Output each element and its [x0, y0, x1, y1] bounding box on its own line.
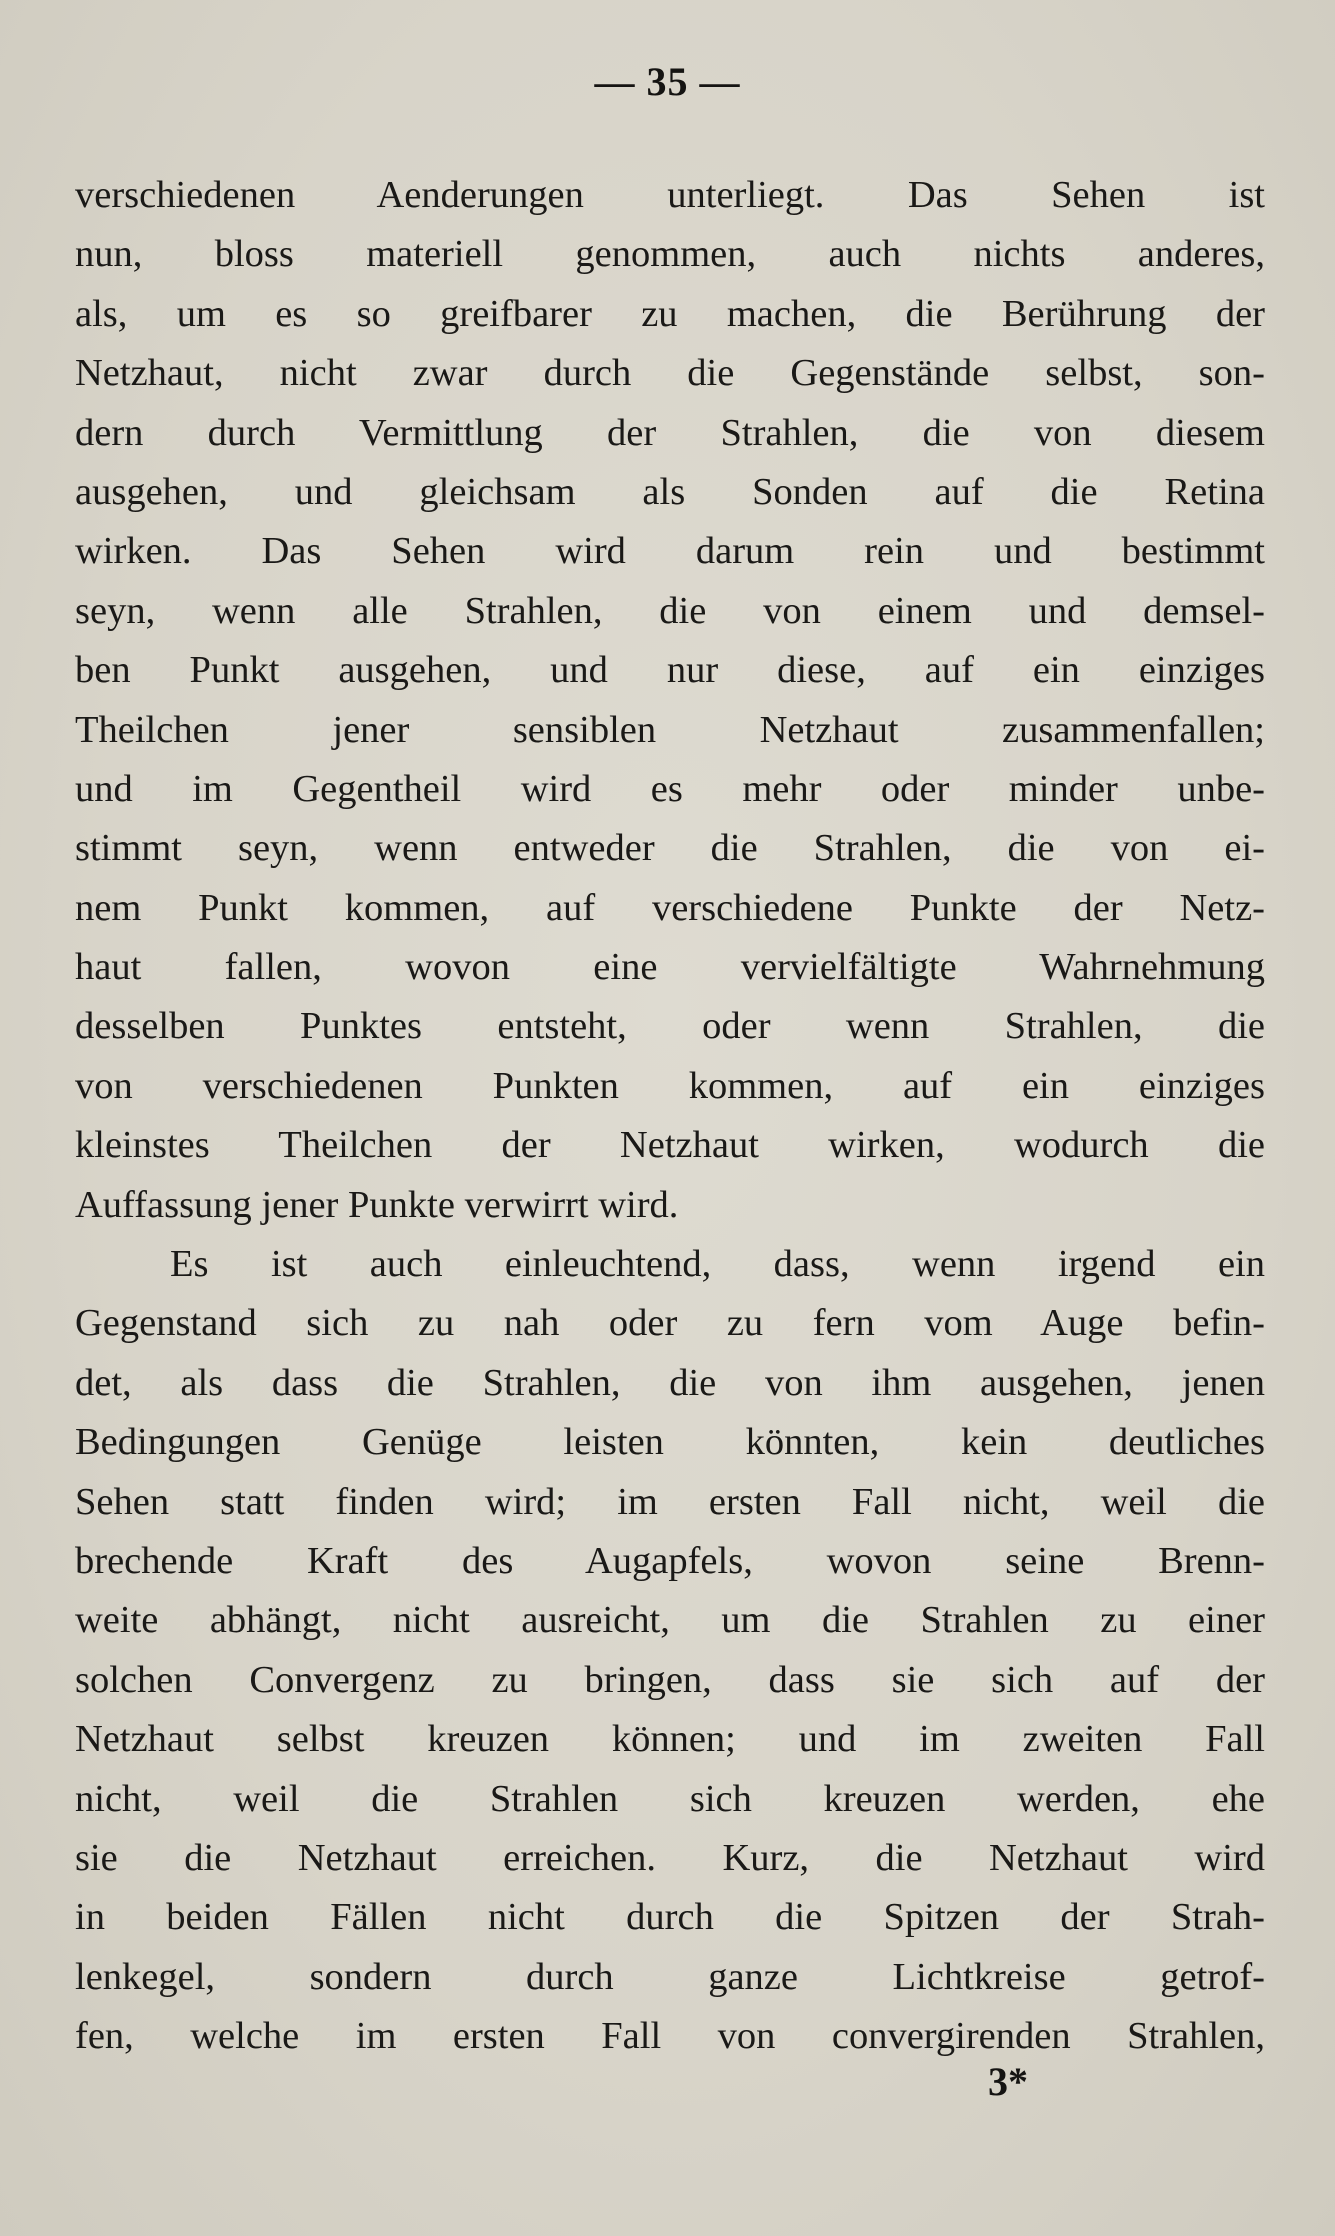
text-line: und im Gegentheil wird es mehr oder minder unbe- — [75, 767, 1265, 810]
text-line: Gegenstand sich zu nah oder zu fern vom Auge befin- — [75, 1302, 1265, 1345]
text-line: nicht, weil die Strahlen sich kreuzen werden, ehe — [75, 1777, 1265, 1820]
text-line: Netzhaut, nicht zwar durch die Gegenstände selbst, son- — [75, 352, 1265, 395]
text-line: ausgehen, und gleichsam als Sonden auf die Retina — [75, 470, 1265, 513]
paragraph-end-line: Auffassung jener Punkte verwirrt wird. — [75, 1183, 679, 1226]
text-line: kleinstes Theilchen der Netzhaut wirken, wodurch die — [75, 1124, 1265, 1167]
signature-mark: 3* — [988, 2059, 1028, 2104]
text-line: brechende Kraft des Augapfels, wovon seine Brenn- — [75, 1539, 1265, 1582]
text-line: lenkegel, sondern durch ganze Lichtkreise getrof- — [75, 1955, 1265, 1998]
body-text — [75, 166, 1265, 2067]
text-line: nem Punkt kommen, auf verschiedene Punkte der Netz- — [75, 886, 1265, 929]
page-number: — 35 — — [594, 59, 741, 104]
text-line: dern durch Vermittlung der Strahlen, die von diesem — [75, 411, 1265, 454]
text-line: solchen Convergenz zu bringen, dass sie sich auf der — [75, 1658, 1265, 1701]
text-line: Sehen statt finden wird; im ersten Fall nicht, weil die — [75, 1480, 1265, 1523]
text-line: ben Punkt ausgehen, und nur diese, auf ein einziges — [75, 649, 1265, 692]
text-line: desselben Punktes entsteht, oder wenn Strahlen, die — [75, 1005, 1265, 1048]
text-line: sie die Netzhaut erreichen. Kurz, die Netzhaut wird — [75, 1836, 1265, 1879]
text-line: Theilchen jener sensiblen Netzhaut zusammenfallen; — [75, 708, 1265, 751]
text-line: det, als dass die Strahlen, die von ihm ausgehen, jenen — [75, 1361, 1265, 1404]
text-line: fen, welche im ersten Fall von convergirenden Strahlen, — [75, 2015, 1265, 2058]
text-line: stimmt seyn, wenn entweder die Strahlen, die von ei- — [75, 827, 1265, 870]
text-line: in beiden Fällen nicht durch die Spitzen der Strah- — [75, 1896, 1265, 1939]
text-line: wirken. Das Sehen wird darum rein und bestimmt — [75, 530, 1265, 573]
paragraph-start-line: Es ist auch einleuchtend, dass, wenn irgend ein — [170, 1243, 1265, 1286]
text-line: weite abhängt, nicht ausreicht, um die Strahlen zu einer — [75, 1599, 1265, 1642]
text-line: von verschiedenen Punkten kommen, auf ein einziges — [75, 1064, 1265, 1107]
text-line: Netzhaut selbst kreuzen können; und im zweiten Fall — [75, 1718, 1265, 1761]
text-line: Bedingungen Genüge leisten könnten, kein deutliches — [75, 1421, 1265, 1464]
text-line: als, um es so greifbarer zu machen, die Berührung der — [75, 292, 1265, 335]
text-line: seyn, wenn alle Strahlen, die von einem und demsel- — [75, 589, 1265, 632]
text-line: nun, bloss materiell genommen, auch nichts anderes, — [75, 233, 1265, 276]
text-line: haut fallen, wovon eine vervielfältigte Wahrnehmung — [75, 946, 1265, 989]
text-line: verschiedenen Aenderungen unterliegt. Das Sehen ist — [75, 174, 1265, 216]
